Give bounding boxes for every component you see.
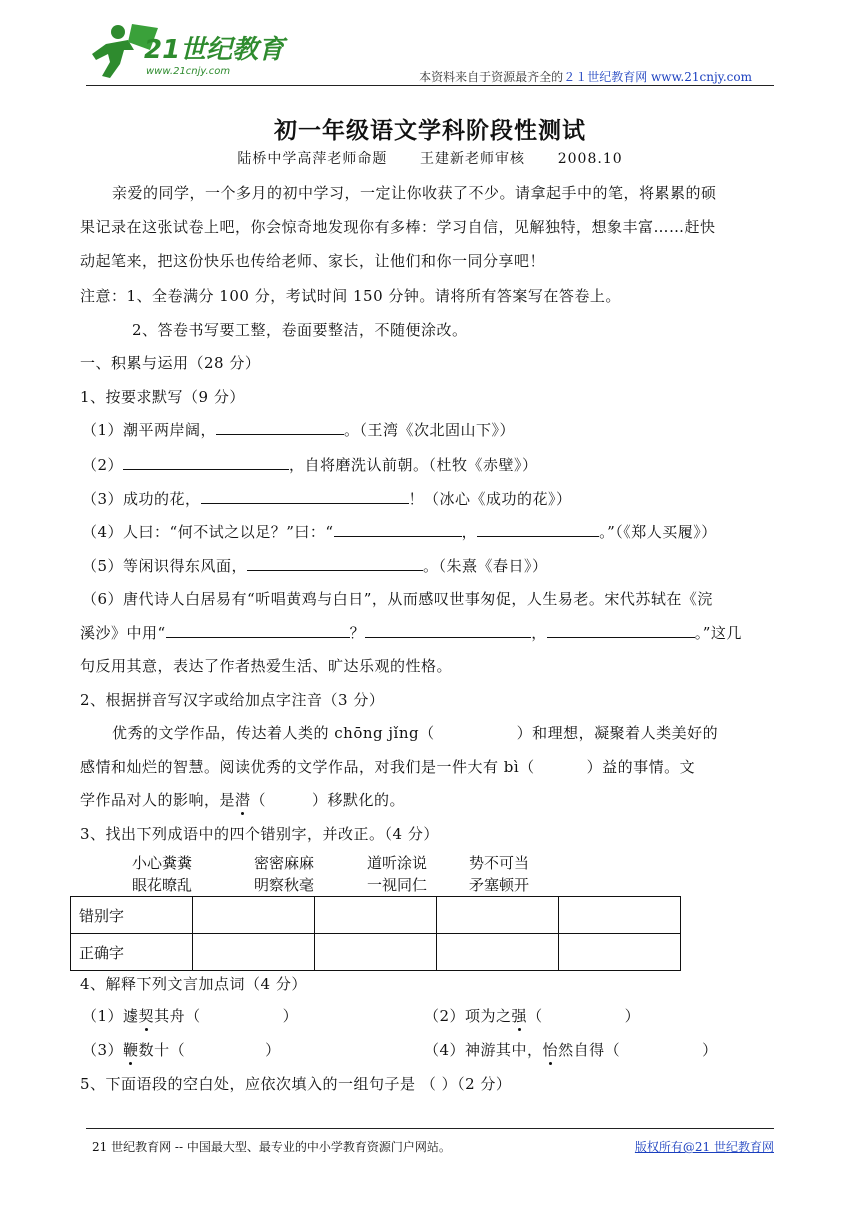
q4-item-4-rest: 然自得（ bbox=[558, 1041, 621, 1059]
page-subtitle: 陆桥中学高萍老师命题 王建新老师审核 2008.10 bbox=[237, 151, 623, 167]
q1-item-1 bbox=[82, 420, 515, 440]
header-divider bbox=[86, 85, 774, 86]
header-site-link[interactable]: ２１世纪教育网 bbox=[563, 70, 648, 84]
q4-item-2-close: ） bbox=[624, 1007, 641, 1025]
q1-item-3-text: （3）成功的花， bbox=[82, 490, 201, 508]
q1-item-6-line-2 bbox=[80, 623, 742, 643]
logo-text: 21世纪教育 bbox=[144, 35, 285, 65]
intro-line-1: 亲爱的同学，一个多月的初中学习，一定让你收获了不少。请拿起手中的笔，将累累的硕 bbox=[112, 184, 717, 202]
q2-line-3 bbox=[80, 790, 405, 810]
table-cell[interactable] bbox=[559, 897, 681, 934]
q1-item-5-text: （5）等闲识得东风面， bbox=[82, 557, 248, 575]
answer-blank[interactable] bbox=[547, 623, 695, 638]
idiom: 一视同仁 bbox=[367, 876, 428, 894]
answer-blank[interactable] bbox=[477, 522, 599, 537]
q1-title: 1、按要求默写（9 分） bbox=[80, 388, 245, 406]
q2-title: 2、根据拼音写汉字或给加点字注音（3 分） bbox=[80, 691, 385, 709]
idiom-row-1 bbox=[132, 852, 529, 873]
q4-item-2 bbox=[424, 1006, 640, 1026]
dotted-char: 契 bbox=[138, 1007, 155, 1025]
page-title: 初一年级语文学科阶段性测试 bbox=[274, 118, 586, 144]
q4-item-1-rest: 其舟（ bbox=[154, 1007, 201, 1025]
q3-title: 3、找出下列成语中的四个错别字，并改正。（4 分） bbox=[80, 825, 439, 843]
q1-item-5 bbox=[82, 556, 548, 576]
q2-line-3-rest: ）移默化的。 bbox=[312, 791, 406, 809]
q4-item-3-close: ） bbox=[265, 1041, 281, 1059]
footer-text: 21 世纪教育网 -- 中国最大型、最专业的中小学教育资源门户网站。 bbox=[92, 1140, 451, 1154]
q4-item-4-close: ） bbox=[702, 1041, 718, 1059]
dotted-char: 潜 bbox=[235, 791, 251, 809]
answer-blank[interactable] bbox=[166, 623, 350, 638]
idiom: 势不可当 bbox=[469, 854, 530, 872]
q1-item-1-text: （1）潮平两岸阔， bbox=[82, 421, 217, 439]
table-cell[interactable] bbox=[193, 934, 315, 971]
idiom: 小心糞糞 bbox=[132, 854, 193, 872]
q1-item-4-text: （4）人曰：“何不试之以足？”曰：“ bbox=[82, 523, 334, 541]
q1-item-6-line-3: 句反用其意，表达了作者热爱生活、旷达乐观的性格。 bbox=[80, 657, 453, 675]
q1-item-6-text: 溪沙》中用“ bbox=[80, 624, 166, 642]
site-logo bbox=[88, 20, 288, 82]
idiom: 矛塞顿开 bbox=[469, 876, 530, 894]
q4-item-1 bbox=[82, 1006, 298, 1026]
idiom: 密密麻麻 bbox=[254, 854, 315, 872]
q4-title: 4、解释下列文言加点词（4 分） bbox=[80, 975, 307, 993]
note-2: 2、答卷书写要工整，卷面要整洁，不随便涂改。 bbox=[132, 321, 468, 339]
answer-blank[interactable] bbox=[247, 556, 423, 571]
dotted-char: 怡 bbox=[542, 1041, 559, 1059]
q1-item-2 bbox=[82, 455, 538, 475]
q4-item-2-rest: （ bbox=[527, 1007, 543, 1025]
q4-item-3 bbox=[82, 1040, 281, 1060]
table-row bbox=[71, 934, 681, 971]
table-cell[interactable] bbox=[559, 934, 681, 971]
q4-item-4-text: （4）神游其中， bbox=[424, 1041, 543, 1059]
answer-blank[interactable] bbox=[334, 522, 462, 537]
q4-item-3-rest: 数十（ bbox=[138, 1041, 186, 1059]
q1-item-6-line-1: （6）唐代诗人白居易有“听唱黄鸡与白日”，从而感叹世事匆促，人生易老。宋代苏轼在《浣 bbox=[82, 590, 713, 608]
table-cell[interactable] bbox=[437, 897, 559, 934]
q1-item-3 bbox=[82, 489, 572, 509]
q1-item-2-num: （2） bbox=[82, 456, 124, 474]
q2-line-3-text: 学作品对人的影响，是 bbox=[80, 791, 236, 809]
q2-line-1-text: 优秀的文学作品，传达着人类的 chōng jǐng（ bbox=[112, 724, 435, 742]
q1-item-2-text: ，自将磨洗认前朝。（杜牧《赤壁》） bbox=[289, 456, 538, 474]
dotted-char: 强 bbox=[511, 1007, 528, 1025]
q1-item-4 bbox=[82, 522, 717, 542]
table-label-right: 正确字 bbox=[71, 934, 193, 971]
q2-line-3-paren: （ bbox=[250, 791, 267, 809]
logo-url: www.21cnjy.com bbox=[146, 66, 231, 77]
table-cell[interactable] bbox=[193, 897, 315, 934]
q4-item-1-close: ） bbox=[282, 1007, 299, 1025]
header-note bbox=[419, 68, 752, 85]
intro-line-3: 动起笔来，把这份快乐也传给老师、家长，让他们和你一同分享吧！ bbox=[80, 252, 546, 270]
idiom: 道听涂说 bbox=[367, 854, 428, 872]
footer-copyright-link[interactable]: 版权所有@21 世纪教育网 bbox=[634, 1140, 774, 1154]
correction-table bbox=[70, 896, 681, 971]
section-1-heading: 一、积累与运用（28 分） bbox=[80, 354, 261, 372]
table-cell[interactable] bbox=[437, 934, 559, 971]
q2-line-2-rest: ）益的事情。文 bbox=[586, 758, 696, 776]
q1-item-1-source: 。（王湾《次北固山下》） bbox=[344, 421, 516, 439]
header-url-link[interactable]: www.21cnjy.com bbox=[651, 70, 752, 84]
idiom: 眼花暸乱 bbox=[132, 876, 193, 894]
footer-divider bbox=[86, 1128, 774, 1129]
table-label-wrong: 错别字 bbox=[71, 897, 193, 934]
note-1: 注意：1、全卷满分 100 分，考试时间 150 分钟。请将所有答案写在答卷上。 bbox=[80, 287, 621, 305]
answer-blank[interactable] bbox=[123, 455, 289, 470]
q1-item-6-comma: ， bbox=[531, 624, 547, 642]
q4-item-2-text: （2）项为之 bbox=[424, 1007, 512, 1025]
dotted-char: 鞭 bbox=[123, 1041, 139, 1059]
q2-line-1 bbox=[112, 723, 718, 743]
q2-line-2-text: 感情和灿烂的智慧。阅读优秀的文学作品，对我们是一件大有 bì（ bbox=[80, 758, 535, 776]
q4-item-1-text: （1）遽 bbox=[82, 1007, 139, 1025]
header-note-prefix: 本资料来自于资源最齐全的 bbox=[419, 70, 564, 84]
idiom-row-2 bbox=[132, 874, 529, 895]
q4-item-4 bbox=[424, 1040, 718, 1060]
q4-item-3-text: （3） bbox=[82, 1041, 124, 1059]
q1-item-5-source: 。（朱熹《春日》） bbox=[423, 557, 548, 575]
answer-blank[interactable] bbox=[365, 623, 531, 638]
answer-blank[interactable] bbox=[216, 420, 344, 435]
q1-item-4-source: 。”（《郑人买履》） bbox=[599, 523, 717, 541]
q5-title: 5、下面语段的空白处，应依次填入的一组句子是 （ ）（2 分） bbox=[80, 1075, 512, 1093]
q1-item-6-end: 。”这几 bbox=[694, 624, 742, 642]
intro-line-2: 果记录在这张试卷上吧，你会惊奇地发现你有多棒：学习自信，见解独特，想象丰富……赶快 bbox=[80, 218, 716, 236]
idiom: 明察秋毫 bbox=[254, 876, 315, 894]
q1-item-3-source: ！（冰心《成功的花》） bbox=[408, 490, 572, 508]
answer-blank[interactable] bbox=[201, 489, 409, 504]
q1-item-6-qmark: ？ bbox=[349, 624, 366, 642]
table-cell[interactable] bbox=[315, 897, 437, 934]
table-cell[interactable] bbox=[315, 934, 437, 971]
table-row bbox=[71, 897, 681, 934]
q2-line-1-rest: ）和理想，凝聚着人类美好的 bbox=[516, 724, 719, 742]
q1-item-4-comma: ， bbox=[461, 523, 478, 541]
q2-line-2 bbox=[80, 757, 695, 777]
